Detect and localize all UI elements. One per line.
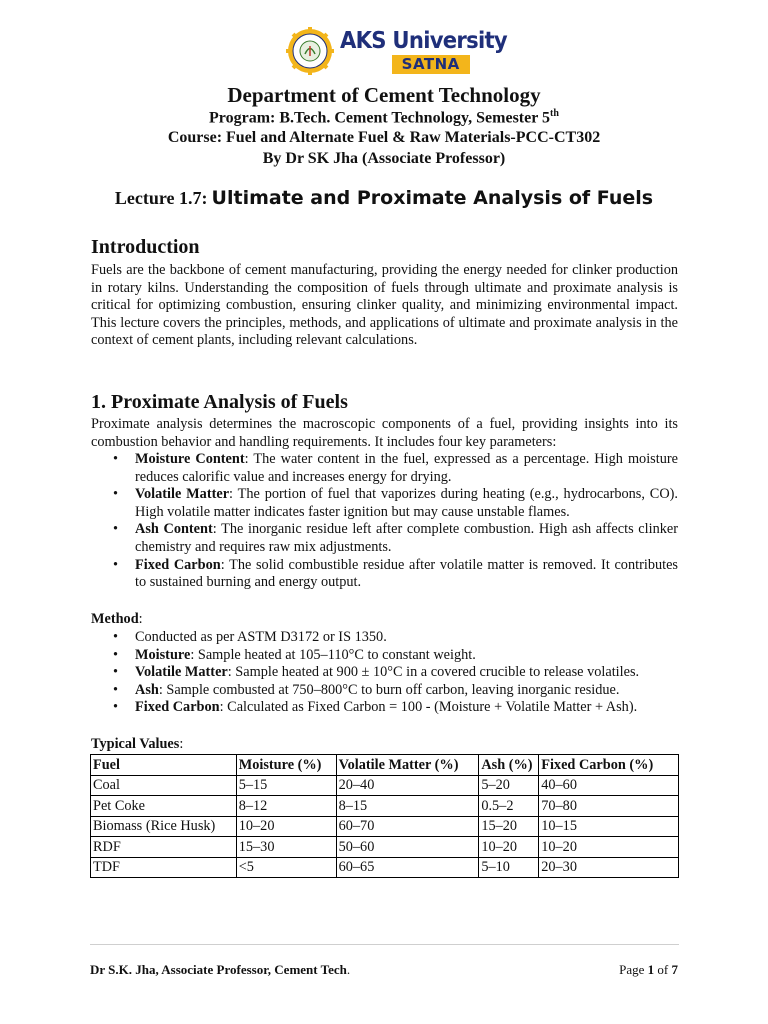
table-cell: 5–15: [236, 775, 336, 796]
lecture-title: [0, 187, 768, 209]
typical-values-table: [90, 754, 679, 878]
list-item: • Fixed Carbon: The solid combustible residue after volatile matter is removed. It contributes to sustained burning and energy output.: [113, 556, 678, 591]
table-cell: Coal: [91, 775, 237, 796]
column-header: Ash (%): [479, 755, 539, 776]
table-cell: 20–30: [539, 857, 679, 878]
table-row: [91, 796, 679, 817]
university-seal-icon: [286, 27, 334, 75]
table-row: [91, 857, 679, 878]
table-cell: 8–12: [236, 796, 336, 817]
table-cell: 5–10: [479, 857, 539, 878]
list-item: • Ash: Sample combusted at 750–800°C to burn off carbon, leaving inorganic residue.: [113, 681, 620, 698]
page-number: Page 1 of 7: [619, 962, 678, 977]
table-row: [91, 837, 679, 858]
table-cell: TDF: [91, 857, 237, 878]
table-cell: 8–15: [336, 796, 479, 817]
logo-city-badge: SATNA: [392, 55, 470, 74]
course-line: Course: Fuel and Alternate Fuel & Raw Materials-PCC-CT302: [167, 129, 601, 146]
table-cell: 20–40: [336, 775, 479, 796]
program-line: Program: B.Tech. Cement Technology, Semester 5th: [209, 108, 559, 127]
introduction-heading: Introduction: [91, 236, 200, 258]
parameter-list: [91, 451, 678, 592]
table-cell: 60–70: [336, 816, 479, 837]
author-line: By Dr SK Jha (Associate Professor): [262, 150, 506, 167]
table-cell: 10–15: [539, 816, 679, 837]
table-cell: 0.5–2: [479, 796, 539, 817]
list-item: • Ash Content: The inorganic residue left after complete combustion. High ash affects clinker chemistry and requires raw mix adjustments.: [113, 521, 678, 555]
proximate-heading: 1. Proximate Analysis of Fuels: [91, 391, 348, 413]
table-cell: 40–60: [539, 775, 679, 796]
method-list: [91, 629, 678, 717]
table-cell: <5: [236, 857, 336, 878]
table-row: [91, 775, 679, 796]
table-cell: 70–80: [539, 796, 679, 817]
column-header: Fixed Carbon (%): [539, 755, 679, 776]
introduction-paragraph: Fuels are the backbone of cement manufacturing, providing the energy needed for clinker production in rotary kilns. Understanding the composition of fuels through ultimate and proximate analysis is critical for optimizing combustion, ensuring clinker quality, and minimizing environmental impact. This lecture covers the principles, methods, and applications of ultimate and proximate analysis in the context of cement plants, including relevant calculations.: [91, 262, 678, 349]
typical-values-label: Typical Values:: [91, 736, 184, 752]
table-cell: RDF: [91, 837, 237, 858]
table-header-row: [91, 755, 679, 776]
lecture-topic: Ultimate and Proximate Analysis of Fuels: [211, 187, 654, 209]
table-cell: 10–20: [479, 837, 539, 858]
university-logo: [286, 26, 521, 76]
logo-university-name: AKS University: [340, 27, 507, 54]
footer-divider: [90, 944, 679, 945]
table-cell: 10–20: [236, 816, 336, 837]
table-cell: Biomass (Rice Husk): [91, 816, 237, 837]
table-cell: 15–20: [479, 816, 539, 837]
list-item: • Moisture Content: The water content in the fuel, expressed as a percentage. High moisture reduces calorific value and increases energy for drying.: [113, 451, 678, 485]
table-cell: 50–60: [336, 837, 479, 858]
table-cell: 15–30: [236, 837, 336, 858]
table-cell: 5–20: [479, 775, 539, 796]
list-item: • Fixed Carbon: Calculated as Fixed Carbon = 100 - (Moisture + Volatile Matter + Ash).: [113, 699, 638, 716]
column-header: Moisture (%): [236, 755, 336, 776]
lecture-number: Lecture 1.7:: [114, 188, 208, 208]
list-item: • Volatile Matter: Sample heated at 900 ± 10°C in a covered crucible to release volatiles.: [113, 664, 640, 681]
department-title: Department of Cement Technology: [227, 83, 541, 107]
table-cell: 10–20: [539, 837, 679, 858]
list-item: • Conducted as per ASTM D3172 or IS 1350.: [113, 629, 387, 645]
method-label: Method:: [91, 611, 143, 627]
footer-author: Dr S.K. Jha, Associate Professor, Cement Tech.: [90, 962, 351, 977]
column-header: Volatile Matter (%): [336, 755, 479, 776]
table-row: [91, 816, 679, 837]
proximate-paragraph: Proximate analysis determines the macroscopic components of a fuel, providing insights into its combustion behavior and handling requirements. It includes four key parameters:: [91, 416, 678, 450]
table-cell: 60–65: [336, 857, 479, 878]
table-cell: Pet Coke: [91, 796, 237, 817]
list-item: • Volatile Matter: The portion of fuel that vaporizes during heating (e.g., hydrocarbons, CO). High volatile matter indicates faster ignition but may cause unstable flames.: [113, 486, 678, 520]
column-header: Fuel: [91, 755, 237, 776]
list-item: • Moisture: Sample heated at 105–110°C to constant weight.: [113, 646, 476, 663]
